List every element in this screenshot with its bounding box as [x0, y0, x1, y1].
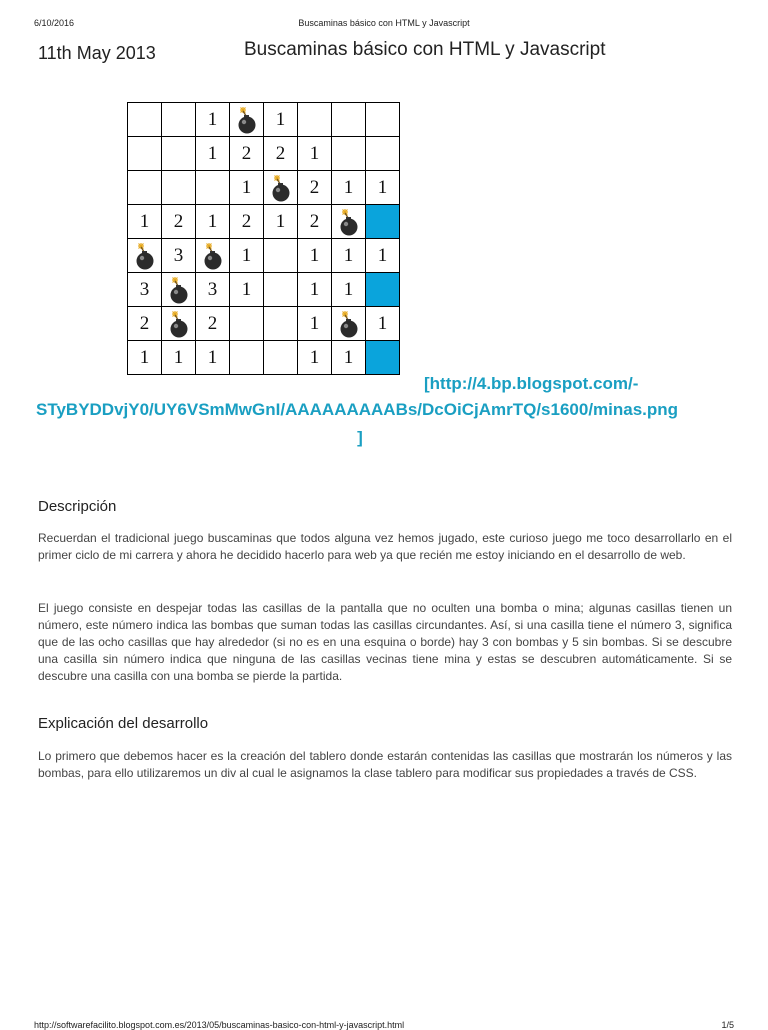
bomb-icon	[166, 309, 192, 339]
print-title: Buscaminas básico con HTML y Javascript	[298, 18, 470, 28]
board-cell-number[interactable]: 1	[196, 205, 230, 239]
board-cell-number[interactable]: 1	[230, 273, 264, 307]
board-cell-empty[interactable]	[128, 103, 162, 137]
section-heading-desarrollo: Explicación del desarrollo	[38, 715, 209, 732]
print-url: http://softwarefacilito.blogspot.com.es/2013/05/buscaminas-basico-con-html-y-javascript.html	[34, 1020, 405, 1030]
board-cell-empty[interactable]	[162, 171, 196, 205]
board-cell-bomb[interactable]	[162, 273, 196, 307]
board-cell-empty[interactable]	[298, 103, 332, 137]
board-cell-number[interactable]: 2	[298, 205, 332, 239]
board-cell-empty[interactable]	[128, 171, 162, 205]
paragraph: Lo primero que debemos hacer es la creación del tablero donde estarán contenidas las casillas que mostrarán los números y las bombas, para ello utilizaremos un div al cual le asignamos la clase tablero para modificar sus propiedades a través de CSS.	[38, 749, 732, 780]
board-row	[128, 205, 400, 239]
board-cell-number[interactable]: 1	[264, 205, 298, 239]
post-title: Buscaminas básico con HTML y Javascript	[244, 39, 606, 60]
board-row	[128, 239, 400, 273]
bomb-icon	[132, 241, 158, 271]
board-cell-bomb[interactable]	[196, 239, 230, 273]
board-cell-bomb[interactable]	[264, 171, 298, 205]
board-row	[128, 103, 400, 137]
board-cell-number[interactable]: 1	[230, 171, 264, 205]
board-cell-number[interactable]: 1	[366, 307, 400, 341]
print-date: 6/10/2016	[34, 18, 75, 28]
board-cell-empty[interactable]	[332, 103, 366, 137]
bomb-icon	[200, 241, 226, 271]
board-cell-number[interactable]: 1	[128, 341, 162, 375]
board-cell-number[interactable]: 3	[162, 239, 196, 273]
board-cell-number[interactable]: 3	[128, 273, 162, 307]
board-cell-empty[interactable]	[128, 137, 162, 171]
paragraph: El juego consiste en despejar todas las casillas de la pantalla que no oculten una bomba o mina; algunas casillas tienen un número, este número indica las bombas que suman todas las casillas circundantes. Así, si una casilla tiene el número 3, significa que de las ocho casillas que hay alrededor (si no es en una esquina o borde) hay 3 con bombas y 5 sin bombas. Si se descubre una casilla sin número indica que ninguna de las casillas vecinas tiene mina y estas se descubren automáticamente. Si se descubre una casilla con una bomba se pierde la partida.	[38, 601, 732, 683]
board-cell-number[interactable]: 1	[298, 307, 332, 341]
board-cell-bomb[interactable]	[162, 307, 196, 341]
section-heading-descripcion: Descripción	[38, 498, 117, 515]
board-cell-empty[interactable]	[162, 103, 196, 137]
board-cell-empty[interactable]	[264, 307, 298, 341]
board-cell-number[interactable]: 1	[366, 171, 400, 205]
board-cell-number[interactable]: 1	[366, 239, 400, 273]
board-cell-bomb[interactable]	[230, 103, 264, 137]
bomb-icon	[336, 207, 362, 237]
board-cell-empty[interactable]	[230, 307, 264, 341]
board-cell-number[interactable]: 2	[264, 137, 298, 171]
board-cell-number[interactable]: 1	[196, 137, 230, 171]
board-cell-covered[interactable]	[366, 205, 400, 239]
board-cell-number[interactable]: 2	[162, 205, 196, 239]
board-cell-number[interactable]: 1	[298, 273, 332, 307]
board-cell-bomb[interactable]	[332, 205, 366, 239]
board-cell-number[interactable]: 1	[128, 205, 162, 239]
minesweeper-board	[127, 102, 400, 375]
post-date: 11th May 2013	[38, 43, 156, 63]
board-cell-number[interactable]: 2	[128, 307, 162, 341]
board-cell-number[interactable]: 1	[230, 239, 264, 273]
board-cell-number[interactable]: 3	[196, 273, 230, 307]
board-row	[128, 171, 400, 205]
board-cell-number[interactable]: 1	[298, 341, 332, 375]
board-cell-number[interactable]: 2	[230, 137, 264, 171]
bomb-icon	[268, 173, 294, 203]
board-cell-number[interactable]: 1	[332, 341, 366, 375]
board-cell-bomb[interactable]	[128, 239, 162, 273]
board-cell-covered[interactable]	[366, 273, 400, 307]
board-cell-number[interactable]: 2	[298, 171, 332, 205]
image-link-line-3[interactable]: ]	[357, 428, 363, 447]
board-row	[128, 307, 400, 341]
board-cell-empty[interactable]	[162, 137, 196, 171]
board-cell-number[interactable]: 1	[196, 103, 230, 137]
paragraph: Recuerdan el tradicional juego buscaminas que todos alguna vez hemos jugado, este curioso juego me toco desarrollarlo en el primer ciclo de mi carrera y ahora he decidido hacerlo para web ya que recién me estoy iniciando en el desarrollo de web.	[38, 531, 732, 562]
board-cell-empty[interactable]	[196, 171, 230, 205]
board-cell-number[interactable]: 1	[196, 341, 230, 375]
board-cell-number[interactable]: 2	[230, 205, 264, 239]
board-cell-number[interactable]: 1	[332, 239, 366, 273]
board-cell-number[interactable]: 1	[264, 103, 298, 137]
board-cell-empty[interactable]	[264, 273, 298, 307]
bomb-icon	[336, 309, 362, 339]
board-row	[128, 137, 400, 171]
bomb-icon	[166, 275, 192, 305]
board-cell-empty[interactable]	[366, 137, 400, 171]
board-cell-number[interactable]: 1	[298, 239, 332, 273]
board-cell-bomb[interactable]	[332, 307, 366, 341]
board-cell-empty[interactable]	[332, 137, 366, 171]
board-cell-number[interactable]: 1	[162, 341, 196, 375]
board-cell-number[interactable]: 1	[298, 137, 332, 171]
board-row	[128, 273, 400, 307]
board-cell-number[interactable]: 1	[332, 273, 366, 307]
bomb-icon	[234, 105, 260, 135]
board-cell-empty[interactable]	[366, 103, 400, 137]
page-number: 1/5	[721, 1020, 734, 1030]
board-cell-number[interactable]: 2	[196, 307, 230, 341]
image-link-line-1[interactable]: [http://4.bp.blogspot.com/-	[424, 374, 639, 393]
board-cell-empty[interactable]	[264, 239, 298, 273]
image-link-line-2[interactable]: STyBYDDvjY0/UY6VSmMwGnI/AAAAAAAAABs/DcOiCjAmrTQ/s1600/minas.png	[36, 400, 679, 419]
board-cell-number[interactable]: 1	[332, 171, 366, 205]
